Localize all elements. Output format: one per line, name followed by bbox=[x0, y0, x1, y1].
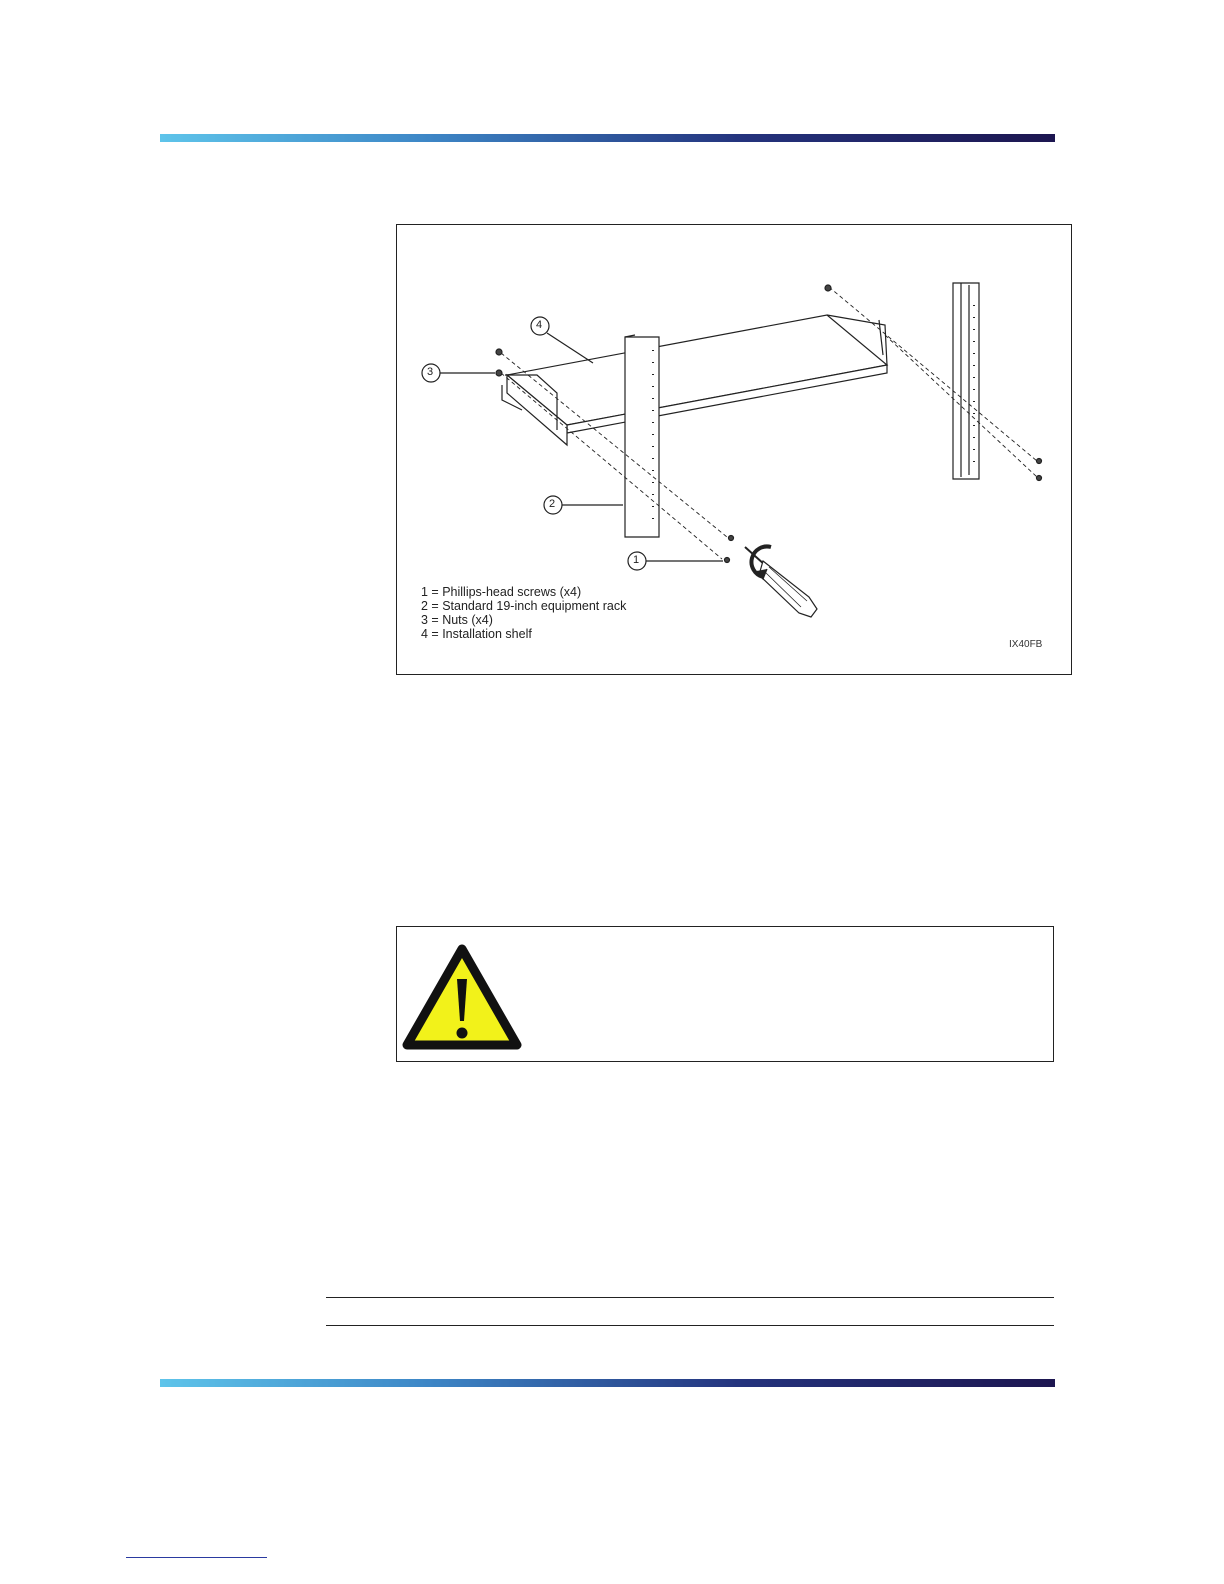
warning-triangle-icon bbox=[401, 943, 523, 1055]
table-rule-top bbox=[326, 1297, 1054, 1298]
legend-item: 1 = Phillips-head screws (x4) bbox=[421, 585, 582, 599]
header-rule bbox=[160, 134, 1055, 142]
footer-link-underline bbox=[126, 1557, 267, 1558]
callout-2: 2 bbox=[549, 498, 556, 510]
figure-legend bbox=[421, 585, 626, 641]
caution-notice bbox=[396, 926, 1054, 1062]
legend-item: 3 = Nuts (x4) bbox=[421, 613, 493, 627]
table-rule-bottom bbox=[326, 1325, 1054, 1326]
legend-item: 2 = Standard 19-inch equipment rack bbox=[421, 599, 627, 613]
callout-3: 3 bbox=[427, 366, 434, 378]
callout-4: 4 bbox=[536, 319, 543, 331]
callout-1: 1 bbox=[633, 554, 640, 566]
footer-rule bbox=[160, 1379, 1055, 1387]
rack-installation-figure bbox=[396, 224, 1072, 675]
figure-id: IX40FB bbox=[1009, 639, 1043, 650]
legend-item: 4 = Installation shelf bbox=[421, 627, 532, 641]
